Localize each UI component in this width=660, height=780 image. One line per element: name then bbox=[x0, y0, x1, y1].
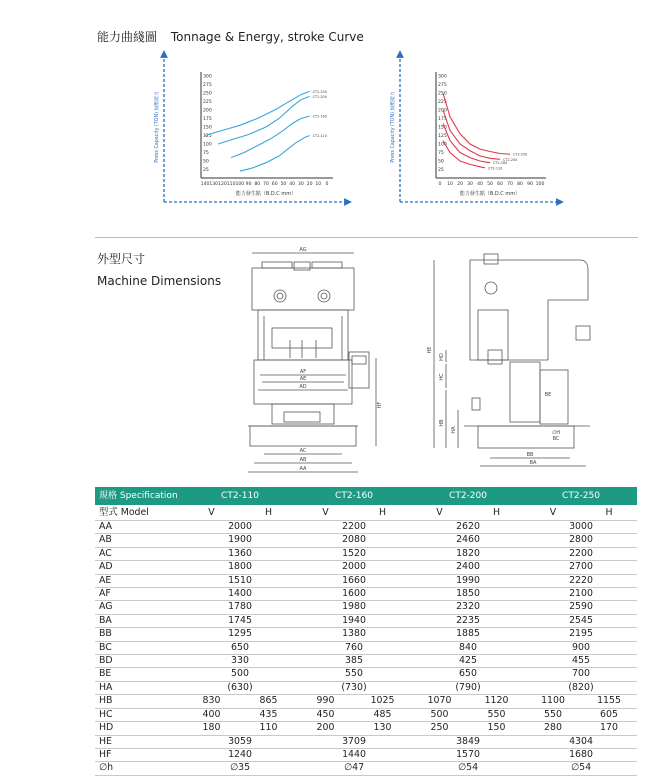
y-tick-label: 300 bbox=[203, 74, 212, 80]
x-tick-label: 100 bbox=[535, 182, 545, 187]
spec-subheader-label: 型式 Model bbox=[95, 505, 183, 521]
spec-value: 1380 bbox=[297, 628, 411, 641]
dim-label-oh: ∅H bbox=[551, 430, 561, 436]
spec-row bbox=[95, 534, 637, 547]
spec-row-label: HB bbox=[95, 695, 183, 708]
spec-value: 280 bbox=[525, 722, 581, 735]
x-tick-label: 10 bbox=[315, 182, 322, 187]
spec-row-label: AF bbox=[95, 588, 183, 601]
x-tick-label: 80 bbox=[517, 182, 523, 187]
spec-variant-header: V bbox=[525, 505, 581, 521]
spec-row-label: AA bbox=[95, 521, 183, 534]
spec-row bbox=[95, 628, 637, 641]
spec-row bbox=[95, 614, 637, 627]
dim-label-ab: AB bbox=[299, 457, 307, 463]
series-label: CT2-160 bbox=[312, 114, 327, 119]
dim-label-hd: HD bbox=[439, 353, 445, 361]
x-tick-label: 10 bbox=[447, 182, 453, 187]
spec-value: 1990 bbox=[411, 574, 525, 587]
x-tick-label: 60 bbox=[271, 182, 278, 187]
spec-row bbox=[95, 668, 637, 681]
spec-value: ∅35 bbox=[183, 762, 297, 775]
x-tick-label: 90 bbox=[527, 182, 533, 187]
spec-value: 2220 bbox=[525, 574, 637, 587]
spec-value: 150 bbox=[468, 722, 525, 735]
y-tick-label: 250 bbox=[438, 91, 447, 97]
dim-label-bc: BC bbox=[552, 436, 560, 442]
dim-label-ac: AC bbox=[299, 448, 307, 454]
spec-row bbox=[95, 762, 637, 775]
spec-value: 1820 bbox=[411, 547, 525, 560]
spec-value: 1570 bbox=[411, 748, 525, 761]
series-line bbox=[231, 116, 310, 158]
spec-value: 455 bbox=[525, 655, 637, 668]
spec-value: 1980 bbox=[297, 601, 411, 614]
spec-row-label: AD bbox=[95, 561, 183, 574]
x-tick-label: 50 bbox=[280, 182, 287, 187]
dim-label-he: HE bbox=[427, 346, 433, 354]
spec-value: 2590 bbox=[525, 601, 637, 614]
series-label: CT2-110 bbox=[312, 134, 327, 138]
x-axis-label: 能力發生點（B.D.C mm） bbox=[235, 191, 297, 197]
y-tick-label: 75 bbox=[438, 151, 444, 157]
spec-value: 1240 bbox=[183, 748, 297, 761]
dim-label-hb: HB bbox=[439, 419, 445, 427]
spec-row bbox=[95, 655, 637, 668]
series-label: CT2-250 bbox=[312, 89, 327, 94]
spec-row bbox=[95, 601, 637, 614]
y-tick-label: 50 bbox=[438, 159, 444, 165]
spec-value: 1745 bbox=[183, 614, 297, 627]
y-tick-label: 25 bbox=[203, 168, 209, 174]
dim-label-ag: AG bbox=[299, 247, 307, 253]
spec-value: 1885 bbox=[411, 628, 525, 641]
dim-label-aa: AA bbox=[299, 466, 307, 472]
spec-variant-header: V bbox=[411, 505, 468, 521]
section-divider bbox=[95, 237, 638, 238]
x-tick-label: 20 bbox=[457, 182, 463, 187]
spec-row-label: BE bbox=[95, 668, 183, 681]
dim-label-hc: HC bbox=[439, 373, 445, 381]
y-tick-label: 100 bbox=[438, 142, 447, 148]
spec-model-header: CT2-200 bbox=[411, 487, 525, 505]
x-tick-label: 100 bbox=[235, 182, 245, 187]
spec-variant-header: V bbox=[297, 505, 354, 521]
spec-row-label: AB bbox=[95, 534, 183, 547]
dim-label-af: AF bbox=[299, 369, 307, 375]
spec-row-label: HF bbox=[95, 748, 183, 761]
spec-value: 700 bbox=[525, 668, 637, 681]
y-tick-label: 275 bbox=[203, 83, 212, 89]
spec-value: 1400 bbox=[183, 588, 297, 601]
spec-value: (630) bbox=[183, 681, 297, 694]
spec-value: 1900 bbox=[183, 534, 297, 547]
spec-value: 500 bbox=[411, 708, 468, 721]
spec-value: 3059 bbox=[183, 735, 297, 748]
spec-row bbox=[95, 722, 637, 735]
spec-value: 650 bbox=[411, 668, 525, 681]
x-tick-label: 30 bbox=[467, 182, 473, 187]
series-label: CT2-110 bbox=[488, 166, 503, 171]
spec-value: (790) bbox=[411, 681, 525, 694]
spec-value: ∅47 bbox=[297, 762, 411, 775]
spec-row bbox=[95, 708, 637, 721]
spec-row-label: HC bbox=[95, 708, 183, 721]
x-tick-label: 40 bbox=[289, 182, 296, 187]
spec-value: 3709 bbox=[297, 735, 411, 748]
y-tick-label: 175 bbox=[203, 117, 212, 123]
dim-label-ae: AE bbox=[299, 376, 307, 382]
x-tick-label: 70 bbox=[263, 182, 269, 187]
dim-label-hf: HF bbox=[377, 401, 383, 409]
spec-value: 450 bbox=[297, 708, 354, 721]
spec-value: (820) bbox=[525, 681, 637, 694]
spec-row bbox=[95, 547, 637, 560]
spec-value: 1780 bbox=[183, 601, 297, 614]
spec-value: 2545 bbox=[525, 614, 637, 627]
spec-value: 605 bbox=[581, 708, 637, 721]
spec-row bbox=[95, 695, 637, 708]
spec-value: 650 bbox=[183, 641, 297, 654]
spec-variant-header: V bbox=[183, 505, 240, 521]
y-tick-label: 275 bbox=[438, 83, 447, 89]
spec-value: 4304 bbox=[525, 735, 637, 748]
x-tick-label: 90 bbox=[245, 182, 252, 187]
spec-value: 1510 bbox=[183, 574, 297, 587]
spec-value: 2000 bbox=[297, 561, 411, 574]
y-tick-label: 250 bbox=[203, 91, 212, 97]
spec-row-label: AG bbox=[95, 601, 183, 614]
energy-curve-chart bbox=[389, 54, 560, 202]
spec-row-label: HE bbox=[95, 735, 183, 748]
spec-row-label: BB bbox=[95, 628, 183, 641]
machine-drawings bbox=[0, 240, 660, 480]
x-tick-label: 80 bbox=[254, 182, 261, 187]
spec-value: 830 bbox=[183, 695, 240, 708]
spec-value: 2200 bbox=[297, 521, 411, 534]
spec-value: 1360 bbox=[183, 547, 297, 560]
spec-value: 865 bbox=[240, 695, 297, 708]
spec-value: (730) bbox=[297, 681, 411, 694]
spec-value: 1520 bbox=[297, 547, 411, 560]
spec-header-label: 規格 Specification bbox=[95, 487, 183, 505]
tonnage-curve-chart bbox=[153, 54, 348, 202]
spec-value: 250 bbox=[411, 722, 468, 735]
spec-value: 1070 bbox=[411, 695, 468, 708]
spec-variant-header: H bbox=[468, 505, 525, 521]
x-tick-label: 30 bbox=[297, 182, 304, 187]
y-axis-label: Press Capacity (TON) 加壓能力 bbox=[391, 91, 396, 163]
spec-value: 2400 bbox=[411, 561, 525, 574]
curve-charts bbox=[0, 0, 660, 230]
y-tick-label: 50 bbox=[203, 159, 209, 165]
spec-header-row bbox=[95, 487, 637, 505]
dim-label-ba: BA bbox=[529, 460, 537, 466]
spec-value: 1680 bbox=[525, 748, 637, 761]
spec-value: 180 bbox=[183, 722, 240, 735]
spec-value: 1295 bbox=[183, 628, 297, 641]
spec-value: 550 bbox=[525, 708, 581, 721]
spec-model-header: CT2-160 bbox=[297, 487, 411, 505]
spec-value: 2700 bbox=[525, 561, 637, 574]
x-tick-label: 50 bbox=[487, 182, 493, 187]
y-tick-label: 125 bbox=[438, 134, 447, 140]
y-tick-label: 175 bbox=[438, 117, 447, 123]
spec-row bbox=[95, 681, 637, 694]
spec-row-label: BC bbox=[95, 641, 183, 654]
y-tick-label: 150 bbox=[203, 125, 212, 131]
spec-value: 2320 bbox=[411, 601, 525, 614]
side-view-drawing bbox=[434, 254, 590, 466]
spec-row bbox=[95, 574, 637, 587]
spec-value: 990 bbox=[297, 695, 354, 708]
y-tick-label: 225 bbox=[438, 100, 447, 106]
spec-row-label: AC bbox=[95, 547, 183, 560]
x-tick-label: 70 bbox=[507, 182, 513, 187]
spec-value: 2235 bbox=[411, 614, 525, 627]
spec-row bbox=[95, 748, 637, 761]
dim-label-ad: AD bbox=[299, 384, 307, 390]
spec-row bbox=[95, 735, 637, 748]
spec-value: 400 bbox=[183, 708, 240, 721]
spec-value: 170 bbox=[581, 722, 637, 735]
spec-table bbox=[95, 487, 637, 776]
x-tick-label: 140 bbox=[200, 182, 210, 187]
spec-value: 1940 bbox=[297, 614, 411, 627]
y-axis-label: Press Capacity (TON) 加壓能力 bbox=[155, 91, 160, 163]
spec-row-label: HA bbox=[95, 681, 183, 694]
spec-variant-header: H bbox=[354, 505, 411, 521]
y-tick-label: 100 bbox=[203, 142, 212, 148]
spec-value: 2100 bbox=[525, 588, 637, 601]
spec-value: 900 bbox=[525, 641, 637, 654]
y-tick-label: 200 bbox=[438, 108, 447, 114]
y-tick-label: 25 bbox=[438, 168, 444, 174]
spec-value: 1600 bbox=[297, 588, 411, 601]
spec-value: 385 bbox=[297, 655, 411, 668]
dim-label-ha: HA bbox=[451, 426, 457, 434]
spec-value: 435 bbox=[240, 708, 297, 721]
x-tick-label: 120 bbox=[218, 182, 227, 187]
spec-value: 2460 bbox=[411, 534, 525, 547]
x-axis-label: 能力發生點（B.D.C mm） bbox=[459, 191, 521, 197]
y-tick-label: 125 bbox=[203, 134, 212, 140]
dim-label-bb: BB bbox=[526, 452, 534, 458]
x-tick-label: 0 bbox=[325, 182, 329, 187]
x-tick-label: 60 bbox=[497, 182, 503, 187]
spec-value: 2620 bbox=[411, 521, 525, 534]
spec-value: 485 bbox=[354, 708, 411, 721]
spec-value: 1850 bbox=[411, 588, 525, 601]
spec-value: 840 bbox=[411, 641, 525, 654]
spec-row-label: AE bbox=[95, 574, 183, 587]
spec-value: 1155 bbox=[581, 695, 637, 708]
spec-value: 2195 bbox=[525, 628, 637, 641]
spec-variant-header: H bbox=[581, 505, 637, 521]
spec-value: 1100 bbox=[525, 695, 581, 708]
spec-value: 2200 bbox=[525, 547, 637, 560]
spec-variant-header: H bbox=[240, 505, 297, 521]
x-tick-label: 0 bbox=[438, 182, 442, 187]
dims-title-zh: 外型尺寸 bbox=[97, 252, 146, 266]
spec-row bbox=[95, 561, 637, 574]
series-line bbox=[205, 91, 310, 135]
front-view-drawing bbox=[248, 253, 376, 472]
dims-title-en: Machine Dimensions bbox=[97, 274, 222, 288]
spec-value: 1800 bbox=[183, 561, 297, 574]
spec-row-label: BD bbox=[95, 655, 183, 668]
x-tick-label: 130 bbox=[209, 182, 219, 187]
spec-value: 1660 bbox=[297, 574, 411, 587]
spec-row-label: HD bbox=[95, 722, 183, 735]
spec-value: 110 bbox=[240, 722, 297, 735]
series-label: CT2-200 bbox=[503, 157, 518, 162]
spec-subheader-row bbox=[95, 505, 637, 521]
y-tick-label: 200 bbox=[203, 108, 212, 114]
spec-value: 1025 bbox=[354, 695, 411, 708]
spec-value: 200 bbox=[297, 722, 354, 735]
series-label: CT2-200 bbox=[312, 94, 327, 99]
spec-value: ∅54 bbox=[525, 762, 637, 775]
y-tick-label: 225 bbox=[203, 100, 212, 106]
y-tick-label: 75 bbox=[203, 151, 209, 157]
spec-row bbox=[95, 641, 637, 654]
spec-row bbox=[95, 588, 637, 601]
spec-value: ∅54 bbox=[411, 762, 525, 775]
curve-title-en: Tonnage & Energy, stroke Curve bbox=[170, 30, 364, 44]
spec-value: 3000 bbox=[525, 521, 637, 534]
spec-row bbox=[95, 521, 637, 534]
series-line bbox=[218, 96, 310, 144]
spec-value: 130 bbox=[354, 722, 411, 735]
spec-model-header: CT2-250 bbox=[525, 487, 637, 505]
y-tick-label: 300 bbox=[438, 74, 447, 80]
spec-value: 330 bbox=[183, 655, 297, 668]
spec-value: 2000 bbox=[183, 521, 297, 534]
spec-value: 550 bbox=[297, 668, 411, 681]
curve-title-zh: 能力曲綫圖 bbox=[97, 30, 158, 44]
spec-value: 760 bbox=[297, 641, 411, 654]
spec-value: 500 bbox=[183, 668, 297, 681]
spec-value: 3849 bbox=[411, 735, 525, 748]
spec-value: 425 bbox=[411, 655, 525, 668]
y-tick-label: 150 bbox=[438, 125, 447, 131]
spec-model-header: CT2-110 bbox=[183, 487, 297, 505]
dim-label-be: BE bbox=[544, 392, 552, 398]
x-tick-label: 40 bbox=[477, 182, 483, 187]
spec-value: 2800 bbox=[525, 534, 637, 547]
x-tick-label: 20 bbox=[306, 182, 313, 187]
series-line bbox=[240, 136, 310, 172]
spec-value: 2080 bbox=[297, 534, 411, 547]
spec-value: 550 bbox=[468, 708, 525, 721]
spec-row-label: ∅h bbox=[95, 762, 183, 775]
spec-value: 1440 bbox=[297, 748, 411, 761]
spec-value: 1120 bbox=[468, 695, 525, 708]
series-label: CT2-160 bbox=[493, 161, 508, 166]
spec-row-label: BA bbox=[95, 614, 183, 627]
x-tick-label: 110 bbox=[226, 182, 236, 187]
series-label: CT2-250 bbox=[513, 152, 528, 157]
front-view-labels bbox=[299, 247, 383, 472]
